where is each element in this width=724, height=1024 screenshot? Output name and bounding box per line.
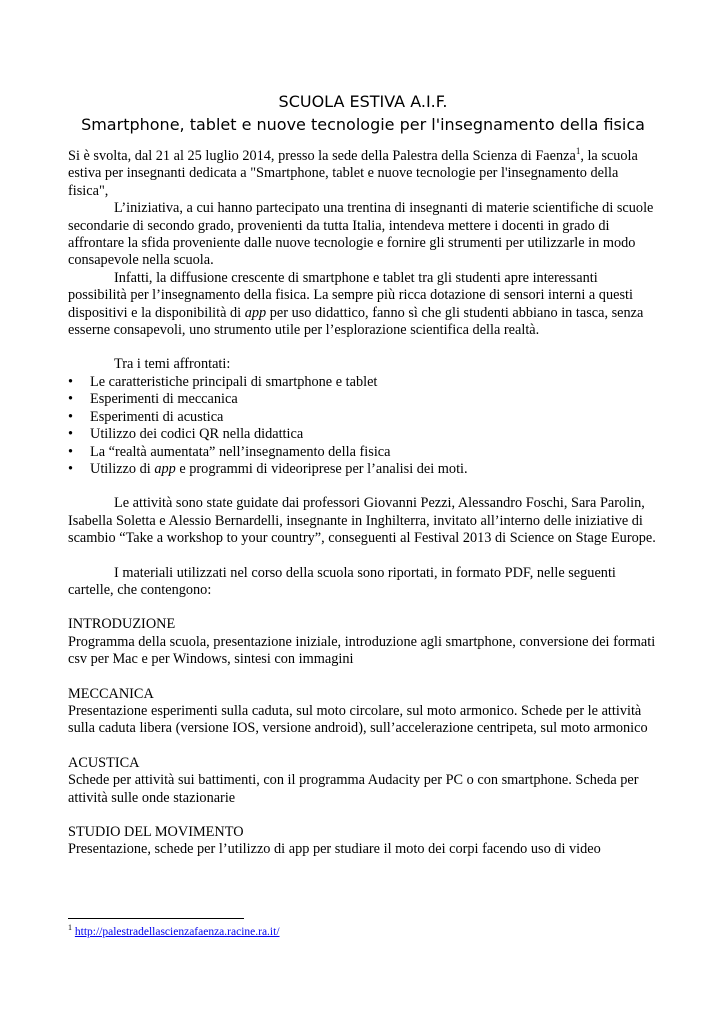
footnote-link[interactable]: http://palestradellascienzafaenza.racine.ra.it/ [74,926,280,938]
list-item: • Esperimenti di acustica [68,409,658,426]
list-item: • La “realtà aumentata” nell’insegnamento della fisica [68,444,658,461]
list-item-text-end: e programmi di videoriprese per l’analisi dei moti. [175,460,468,477]
list-item: • Le caratteristiche principali di smartphone e tablet [68,374,658,391]
intro-text-end: , la scuola estiva per insegnanti dedicata a "Smartphone, tablet e nuove tecnologie per l'insegnamento della fisica", [68,148,638,199]
footnote-divider [68,918,244,919]
initiative-paragraph: L’iniziativa, a cui hanno partecipato una trentina di insegnanti di materie scientifiche di scuole secondarie di secondo grado, provenienti da tutta Italia, intendeva mettere i docenti in grado di affrontare la sfida proveniente dalle nuove tecnologie e fornire gli strumenti per utilizzarle in modo consapevole nella scuola. [68,200,654,269]
list-item [68,461,658,478]
section-introduzione [68,616,658,668]
section-meccanica [68,686,658,738]
section-text: Presentazione, schede per l’utilizzo di app per studiare il moto dei corpi facendo uso di video [68,841,601,858]
materials-paragraph: I materiali utilizzati nel corso della scuola sono riportati, in formato PDF, nelle seguenti cartelle, che contengono: [68,564,616,598]
list-item: • Esperimenti di meccanica [68,391,658,408]
footnote-ref: 1 [575,146,581,157]
app-emphasis: app [154,460,176,477]
intro-paragraph [68,148,658,200]
document-title: SCUOLA ESTIVA A.I.F. [278,92,448,111]
section-text: Presentazione esperimenti sulla caduta, sul moto circolare, sul moto armonico. Schede per le attività sulla caduta libera (versione IOS, versione android), sull’accelerazione centripeta, sul moto armonico [68,702,648,737]
section-acustica [68,755,658,807]
section-heading: STUDIO DEL MOVIMENTO [68,824,244,840]
section-text: Programma della scuola, presentazione iniziale, introduzione agli smartphone, conversione dei formati csv per Mac e per Windows, sintesi con immagini [68,633,656,668]
footnote [68,925,280,939]
app-emphasis: app [244,304,267,321]
section-heading: INTRODUZIONE [68,616,176,633]
topics-list [68,374,658,478]
footnote-number: 1 [68,923,72,933]
title-block [68,90,658,136]
topics-heading: Tra i temi affrontati: [114,356,231,373]
diffusion-text-end: per uso didattico, fanno sì che gli studenti abbiano in tasca, senza esserne consapevoli, uno strumento utile per l’esplorazione scientifica della realtà. [68,304,644,339]
intro-text-start: Si è svolta, dal 21 al 25 luglio 2014, presso la sede della Palestra della Scienza di Faenza [68,148,576,164]
section-heading: ACUSTICA [68,754,140,771]
list-item: • Utilizzo dei codici QR nella didattica [68,426,658,443]
section-text: Schede per attività sui battimenti, con il programma Audacity per PC o con smartphone. Scheda per attività sulle onde stazionarie [68,772,639,806]
section-studio-del-movimento [68,824,658,859]
list-item-text-start: Utilizzo di [90,460,155,477]
document-subtitle: Smartphone, tablet e nuove tecnologie per l'insegnamento della fisica [81,115,645,134]
diffusion-text-start: Infatti, la diffusione crescente di smartphone e tablet tra gli studenti apre interessanti possibilità per l’insegnamento della fisica. La sempre più ricca dotazione di sensori interni a questi dispositivi e la disponibilità di [68,269,633,321]
diffusion-paragraph [68,270,658,340]
activities-paragraph: Le attività sono state guidate dai professori Giovanni Pezzi, Alessandro Foschi, Sara Parolin, Isabella Soletta e Alessio Bernardelli, insegnante in Inghilterra, invitato all’interno delle iniziative di scambio “Take a workshop to your country”, conseguenti al Festival 2013 di Science on Stage Europe. [68,495,656,547]
body-text [68,148,658,859]
section-heading: MECCANICA [68,685,154,702]
